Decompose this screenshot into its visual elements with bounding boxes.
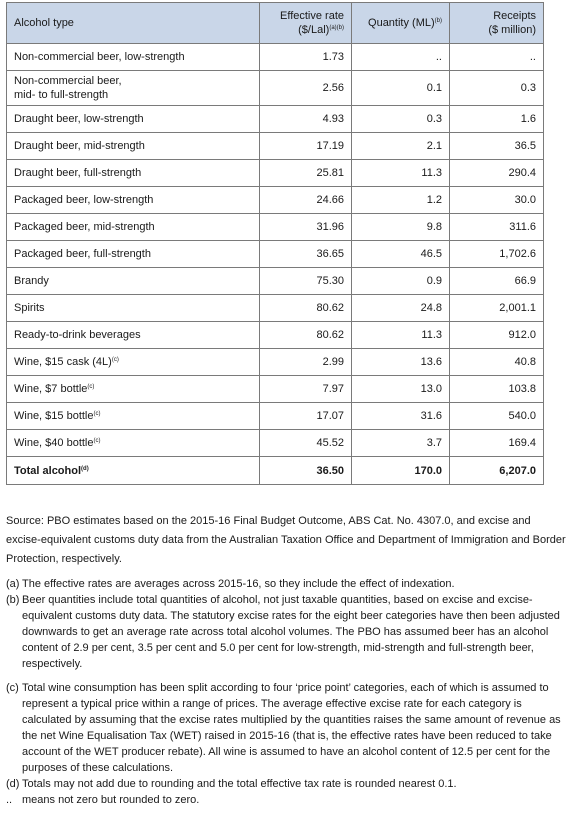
footnote-a (6, 576, 566, 592)
table-row (7, 241, 544, 268)
effective-rate-cell: 31.96 (260, 214, 352, 241)
footnote-a-text: The effective rates are averages across 2015-16, so they include the effect of indexation. (22, 578, 455, 590)
alcohol-excise-table (6, 2, 544, 485)
alcohol-type-cell: Packaged beer, low-strength (7, 187, 260, 214)
quantity-cell: 24.8 (352, 295, 450, 322)
footnote-c-tag: (c) (6, 682, 19, 694)
table-header-row (7, 3, 544, 44)
receipts-cell: 0.3 (450, 71, 544, 106)
receipts-cell: 36.5 (450, 133, 544, 160)
alcohol-type-label: Wine, $15 cask (4L) (14, 356, 112, 368)
table-row (7, 214, 544, 241)
effective-rate-cell: 17.19 (260, 133, 352, 160)
footnote-c (6, 680, 566, 776)
effective-rate-cell: 80.62 (260, 322, 352, 349)
total-label: Total alcohol (14, 464, 82, 477)
header-effective-rate-line1: Effective rate (280, 10, 344, 22)
quantity-cell: 46.5 (352, 241, 450, 268)
header-quantity-label: Quantity (ML) (368, 17, 435, 29)
alcohol-type-label: Wine, $7 bottle (14, 383, 88, 395)
alcohol-type-line1: Non-commercial beer, (14, 75, 122, 87)
table-notes (6, 512, 566, 808)
receipts-cell: 2,001.1 (450, 295, 544, 322)
footnote-b (6, 592, 566, 672)
footnote-marker: (c) (111, 357, 119, 363)
alcohol-type-cell (7, 430, 260, 457)
footnote-d-tag: (d) (6, 778, 20, 790)
quantity-cell: 9.8 (352, 214, 450, 241)
footnote-a-tag: (a) (6, 578, 20, 590)
alcohol-type-cell: Ready-to-drink beverages (7, 322, 260, 349)
quantity-cell: 1.2 (352, 187, 450, 214)
footnote-dots (6, 792, 566, 808)
effective-rate-cell: 7.97 (260, 376, 352, 403)
header-alcohol-type: Alcohol type (7, 3, 260, 44)
total-effective-rate-cell: 36.50 (260, 457, 352, 485)
effective-rate-cell: 4.93 (260, 106, 352, 133)
receipts-cell: 1.6 (450, 106, 544, 133)
table-row (7, 322, 544, 349)
alcohol-type-cell (7, 403, 260, 430)
receipts-cell: 311.6 (450, 214, 544, 241)
receipts-cell: 40.8 (450, 349, 544, 376)
alcohol-type-line2: mid- to full-strength (14, 89, 109, 101)
table-row (7, 133, 544, 160)
alcohol-type-cell: Non-commercial beer, low-strength (7, 44, 260, 71)
header-effective-rate-line2: ($/Lal) (298, 24, 330, 36)
quantity-cell: 31.6 (352, 403, 450, 430)
alcohol-type-cell (7, 349, 260, 376)
alcohol-type-cell: Packaged beer, mid-strength (7, 214, 260, 241)
effective-rate-cell: 75.30 (260, 268, 352, 295)
receipts-cell: 1,702.6 (450, 241, 544, 268)
quantity-cell: .. (352, 44, 450, 71)
footnote-b-text: Beer quantities include total quantities of alcohol, not just taxable quantities, based on excise and excise-equivalent customs duty data. The statutory excise rates for the eight beer categories have then been adjusted downwards to get an average rate across total alcohol volumes. The PBO has assumed beer has an alcohol content of 2.9 per cent, 3.5 per cent and 5.0 per cent for low-strength, mid-strength and full-strength beer, respectively. (22, 594, 560, 670)
alcohol-type-cell (7, 71, 260, 106)
effective-rate-cell: 2.56 (260, 71, 352, 106)
header-quantity (352, 3, 450, 44)
table-row (7, 376, 544, 403)
effective-rate-cell: 24.66 (260, 187, 352, 214)
quantity-cell: 0.9 (352, 268, 450, 295)
effective-rate-cell: 80.62 (260, 295, 352, 322)
alcohol-type-cell: Spirits (7, 295, 260, 322)
footnote-marker: (c) (87, 384, 95, 390)
receipts-cell: 912.0 (450, 322, 544, 349)
header-receipts-line1: Receipts (493, 10, 536, 22)
quantity-cell: 0.3 (352, 106, 450, 133)
quantity-cell: 11.3 (352, 322, 450, 349)
receipts-cell: .. (450, 44, 544, 71)
footnote-c-text: Total wine consumption has been split according to four ‘price point’ categories, each of which is assumed to represent a typical price within a range of prices. The average effective excise rate for each category is calculated by assuming that the excise rates multiplied by the quantities raises the same amount of revenue as the net Wine Equalisation Tax (WET) raised in 2015-16 (that is, the effective rates have been reduced to take account of the WET producer rebate). All wine is assumed to have an alcohol content of 12.5 per cent for the purposes of these calculations. (22, 682, 561, 774)
effective-rate-cell: 17.07 (260, 403, 352, 430)
table-row (7, 187, 544, 214)
total-row (7, 457, 544, 485)
receipts-cell: 66.9 (450, 268, 544, 295)
alcohol-type-cell: Draught beer, mid-strength (7, 133, 260, 160)
table-row (7, 71, 544, 106)
header-quantity-footnote: (b) (434, 18, 442, 24)
footnote-dots-tag: .. (6, 794, 13, 806)
header-receipts (450, 3, 544, 44)
footnote-marker: (c) (93, 438, 101, 444)
alcohol-type-cell (7, 376, 260, 403)
receipts-cell: 103.8 (450, 376, 544, 403)
quantity-cell: 2.1 (352, 133, 450, 160)
effective-rate-cell: 36.65 (260, 241, 352, 268)
table-row (7, 403, 544, 430)
alcohol-type-cell: Draught beer, low-strength (7, 106, 260, 133)
alcohol-type-label: Wine, $15 bottle (14, 410, 94, 422)
table-row (7, 160, 544, 187)
quantity-cell: 3.7 (352, 430, 450, 457)
effective-rate-cell: 1.73 (260, 44, 352, 71)
header-effective-rate (260, 3, 352, 44)
table-row (7, 44, 544, 71)
quantity-cell: 0.1 (352, 71, 450, 106)
footnote-marker: (d) (81, 465, 89, 472)
alcohol-type-cell: Brandy (7, 268, 260, 295)
table-row (7, 430, 544, 457)
footnote-marker: (c) (93, 411, 101, 417)
receipts-cell: 290.4 (450, 160, 544, 187)
total-label-cell (7, 457, 260, 485)
table-row (7, 106, 544, 133)
alcohol-type-label: Wine, $40 bottle (14, 437, 94, 449)
total-quantity-cell: 170.0 (352, 457, 450, 485)
table-row (7, 349, 544, 376)
alcohol-type-cell: Draught beer, full-strength (7, 160, 260, 187)
effective-rate-cell: 45.52 (260, 430, 352, 457)
footnote-dots-text: means not zero but rounded to zero. (22, 794, 200, 806)
quantity-cell: 13.0 (352, 376, 450, 403)
table-row (7, 268, 544, 295)
footnote-d (6, 776, 566, 792)
receipts-cell: 540.0 (450, 403, 544, 430)
effective-rate-cell: 25.81 (260, 160, 352, 187)
footnote-b-tag: (b) (6, 594, 20, 606)
receipts-cell: 169.4 (450, 430, 544, 457)
total-receipts-cell: 6,207.0 (450, 457, 544, 485)
alcohol-type-cell: Packaged beer, full-strength (7, 241, 260, 268)
alcohol-excise-table-container (6, 2, 543, 485)
header-receipts-line2: ($ million) (488, 24, 536, 36)
footnote-d-text: Totals may not add due to rounding and the total effective tax rate is rounded nearest 0.1. (22, 778, 457, 790)
receipts-cell: 30.0 (450, 187, 544, 214)
quantity-cell: 13.6 (352, 349, 450, 376)
header-effective-rate-footnote: (a)(b) (329, 25, 344, 31)
source-note: Source: PBO estimates based on the 2015-16 Final Budget Outcome, ABS Cat. No. 4307.0, and excise and excise-equivalent customs duty data from the Australian Taxation Office and Department of Immigration and Border Protection, respectively. (6, 515, 566, 565)
quantity-cell: 11.3 (352, 160, 450, 187)
table-row (7, 295, 544, 322)
effective-rate-cell: 2.99 (260, 349, 352, 376)
